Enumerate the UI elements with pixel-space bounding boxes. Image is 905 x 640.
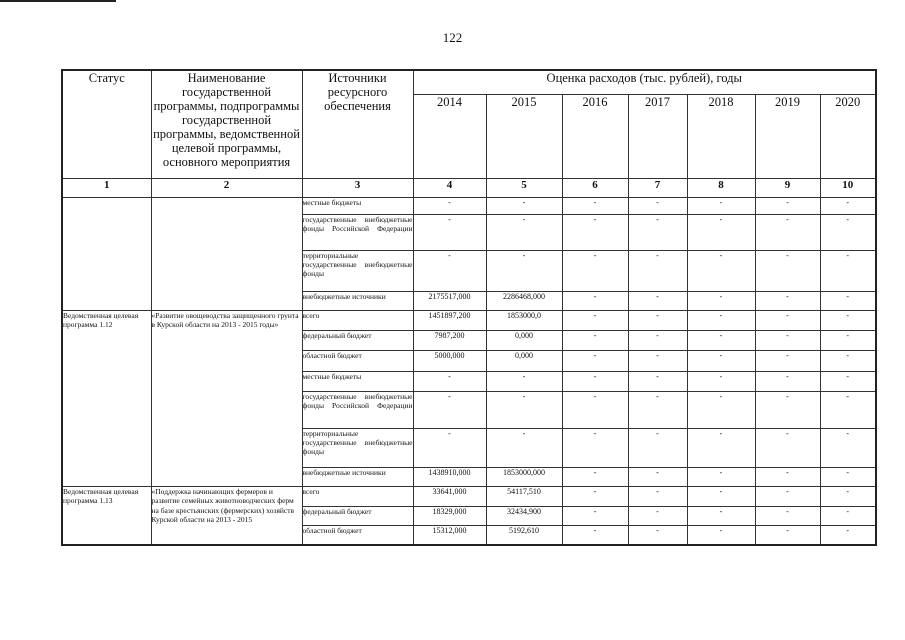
column-number: 1 — [62, 178, 151, 197]
source-cell: всего — [302, 310, 413, 330]
value-cell: - — [820, 467, 876, 486]
column-number: 2 — [151, 178, 302, 197]
value-cell: - — [755, 371, 820, 391]
value-cell: - — [562, 391, 628, 428]
value-cell: 2175517,000 — [413, 291, 486, 310]
column-number: 4 — [413, 178, 486, 197]
column-number: 5 — [486, 178, 562, 197]
value-cell: 5000,000 — [413, 350, 486, 371]
value-cell: - — [755, 428, 820, 467]
value-cell: - — [687, 291, 755, 310]
value-cell: - — [628, 486, 687, 506]
source-cell: федеральный бюджет — [302, 506, 413, 525]
value-cell: - — [820, 486, 876, 506]
table-row — [62, 197, 876, 214]
value-cell: - — [562, 330, 628, 350]
value-cell: - — [413, 197, 486, 214]
value-cell: - — [755, 350, 820, 371]
value-cell: - — [562, 197, 628, 214]
header-status: Статус — [62, 70, 151, 178]
value-cell: - — [628, 291, 687, 310]
value-cell: - — [562, 428, 628, 467]
value-cell: - — [562, 310, 628, 330]
value-cell: - — [628, 371, 687, 391]
value-cell: 18329,000 — [413, 506, 486, 525]
value-cell: - — [562, 525, 628, 545]
table-body — [62, 70, 876, 545]
value-cell: - — [687, 428, 755, 467]
source-cell: областной бюджет — [302, 525, 413, 545]
value-cell: - — [687, 214, 755, 250]
status-cell — [62, 197, 151, 310]
value-cell: 0,000 — [486, 350, 562, 371]
column-number: 8 — [687, 178, 755, 197]
header-year: 2018 — [687, 94, 755, 178]
column-number: 9 — [755, 178, 820, 197]
value-cell: 7987,200 — [413, 330, 486, 350]
value-cell: 33641,000 — [413, 486, 486, 506]
value-cell: - — [687, 197, 755, 214]
column-number: 6 — [562, 178, 628, 197]
value-cell: - — [755, 467, 820, 486]
status-cell: Ведомственная целевая программа 1.13 — [62, 486, 151, 545]
value-cell: - — [486, 371, 562, 391]
value-cell: - — [687, 467, 755, 486]
value-cell: - — [486, 428, 562, 467]
program-name-cell: «Развитие овощеводства защищенного грунта в Курской области на 2013 - 2015 годы» — [151, 310, 302, 486]
value-cell: - — [413, 214, 486, 250]
value-cell: - — [820, 506, 876, 525]
value-cell: - — [628, 250, 687, 291]
header-name: Наименование государственной программы, подпрограммы государственной программы, ведомственной целевой программы, основного мероприятия — [151, 70, 302, 178]
value-cell: - — [820, 350, 876, 371]
value-cell: - — [628, 350, 687, 371]
table-row — [62, 310, 876, 330]
value-cell: - — [755, 486, 820, 506]
value-cell: - — [687, 330, 755, 350]
value-cell: - — [687, 350, 755, 371]
value-cell: - — [562, 506, 628, 525]
value-cell: - — [413, 428, 486, 467]
value-cell: - — [755, 391, 820, 428]
value-cell: 5192,610 — [486, 525, 562, 545]
value-cell: - — [562, 250, 628, 291]
value-cell: 0,000 — [486, 330, 562, 350]
value-cell: - — [755, 525, 820, 545]
value-cell: - — [413, 371, 486, 391]
source-cell: областной бюджет — [302, 350, 413, 371]
value-cell: 54117,510 — [486, 486, 562, 506]
value-cell: - — [628, 197, 687, 214]
value-cell: - — [628, 525, 687, 545]
value-cell: - — [755, 250, 820, 291]
value-cell: - — [820, 310, 876, 330]
value-cell: - — [562, 291, 628, 310]
page-number: 122 — [442, 30, 463, 45]
value-cell: - — [628, 467, 687, 486]
value-cell: - — [820, 371, 876, 391]
value-cell: - — [486, 250, 562, 291]
value-cell: 1438910,000 — [413, 467, 486, 486]
value-cell: - — [755, 330, 820, 350]
value-cell: - — [628, 330, 687, 350]
value-cell: - — [820, 197, 876, 214]
value-cell: - — [628, 214, 687, 250]
value-cell: 1853000,000 — [486, 467, 562, 486]
status-cell: Ведомственная целевая программа 1.12 — [62, 310, 151, 486]
value-cell: - — [486, 214, 562, 250]
value-cell: - — [687, 391, 755, 428]
source-cell: федеральный бюджет — [302, 330, 413, 350]
header-estimate: Оценка расходов (тыс. рублей), годы — [413, 70, 876, 94]
value-cell: - — [755, 214, 820, 250]
value-cell: - — [820, 291, 876, 310]
value-cell: - — [628, 506, 687, 525]
table-row — [62, 486, 876, 506]
value-cell: - — [413, 250, 486, 291]
header-row — [62, 70, 876, 94]
header-year: 2020 — [820, 94, 876, 178]
value-cell: 2286468,000 — [486, 291, 562, 310]
value-cell: - — [486, 197, 562, 214]
source-cell: территориальные государственные внебюджетные фонды — [302, 428, 413, 467]
corner-rule — [0, 0, 116, 2]
source-cell: государственные внебюджетные фонды Российской Федерации — [302, 391, 413, 428]
header-year: 2015 — [486, 94, 562, 178]
header-sources: Источники ресурсного обеспечения — [302, 70, 413, 178]
value-cell: - — [820, 330, 876, 350]
value-cell: - — [413, 391, 486, 428]
column-number: 7 — [628, 178, 687, 197]
value-cell: - — [687, 506, 755, 525]
header-year: 2016 — [562, 94, 628, 178]
value-cell: - — [628, 310, 687, 330]
value-cell: - — [687, 250, 755, 291]
value-cell: - — [820, 391, 876, 428]
source-cell: внебюджетные источники — [302, 291, 413, 310]
value-cell: - — [820, 214, 876, 250]
source-cell: территориальные государственные внебюджетные фонды — [302, 250, 413, 291]
source-cell: местные бюджеты — [302, 371, 413, 391]
value-cell: - — [562, 214, 628, 250]
value-cell: - — [562, 371, 628, 391]
value-cell: 15312,000 — [413, 525, 486, 545]
value-cell: - — [562, 350, 628, 371]
value-cell: - — [486, 391, 562, 428]
value-cell: - — [687, 525, 755, 545]
value-cell: 1853000,0 — [486, 310, 562, 330]
column-number: 10 — [820, 178, 876, 197]
value-cell: - — [820, 525, 876, 545]
source-cell: внебюджетные источники — [302, 467, 413, 486]
value-cell: - — [628, 428, 687, 467]
source-cell: государственные внебюджетные фонды Российской Федерации — [302, 214, 413, 250]
value-cell: - — [820, 428, 876, 467]
value-cell: - — [755, 291, 820, 310]
header-year: 2014 — [413, 94, 486, 178]
value-cell: - — [755, 197, 820, 214]
value-cell: - — [687, 371, 755, 391]
value-cell: 32434,900 — [486, 506, 562, 525]
program-name-cell — [151, 197, 302, 310]
value-cell: - — [628, 391, 687, 428]
source-cell: всего — [302, 486, 413, 506]
value-cell: 1451897,200 — [413, 310, 486, 330]
value-cell: - — [562, 486, 628, 506]
source-cell: местные бюджеты — [302, 197, 413, 214]
value-cell: - — [755, 506, 820, 525]
column-number-row — [62, 178, 876, 197]
value-cell: - — [820, 250, 876, 291]
program-name-cell: «Поддержка начинающих фермеров и развитие семейных животноводческих ферм на базе крестьянских (фермерских) хозяйств Курской области на 2013 - 2015 — [151, 486, 302, 545]
column-number: 3 — [302, 178, 413, 197]
value-cell: - — [755, 310, 820, 330]
value-cell: - — [687, 486, 755, 506]
header-year: 2019 — [755, 94, 820, 178]
budget-table — [61, 69, 877, 546]
value-cell: - — [562, 467, 628, 486]
header-year: 2017 — [628, 94, 687, 178]
value-cell: - — [687, 310, 755, 330]
